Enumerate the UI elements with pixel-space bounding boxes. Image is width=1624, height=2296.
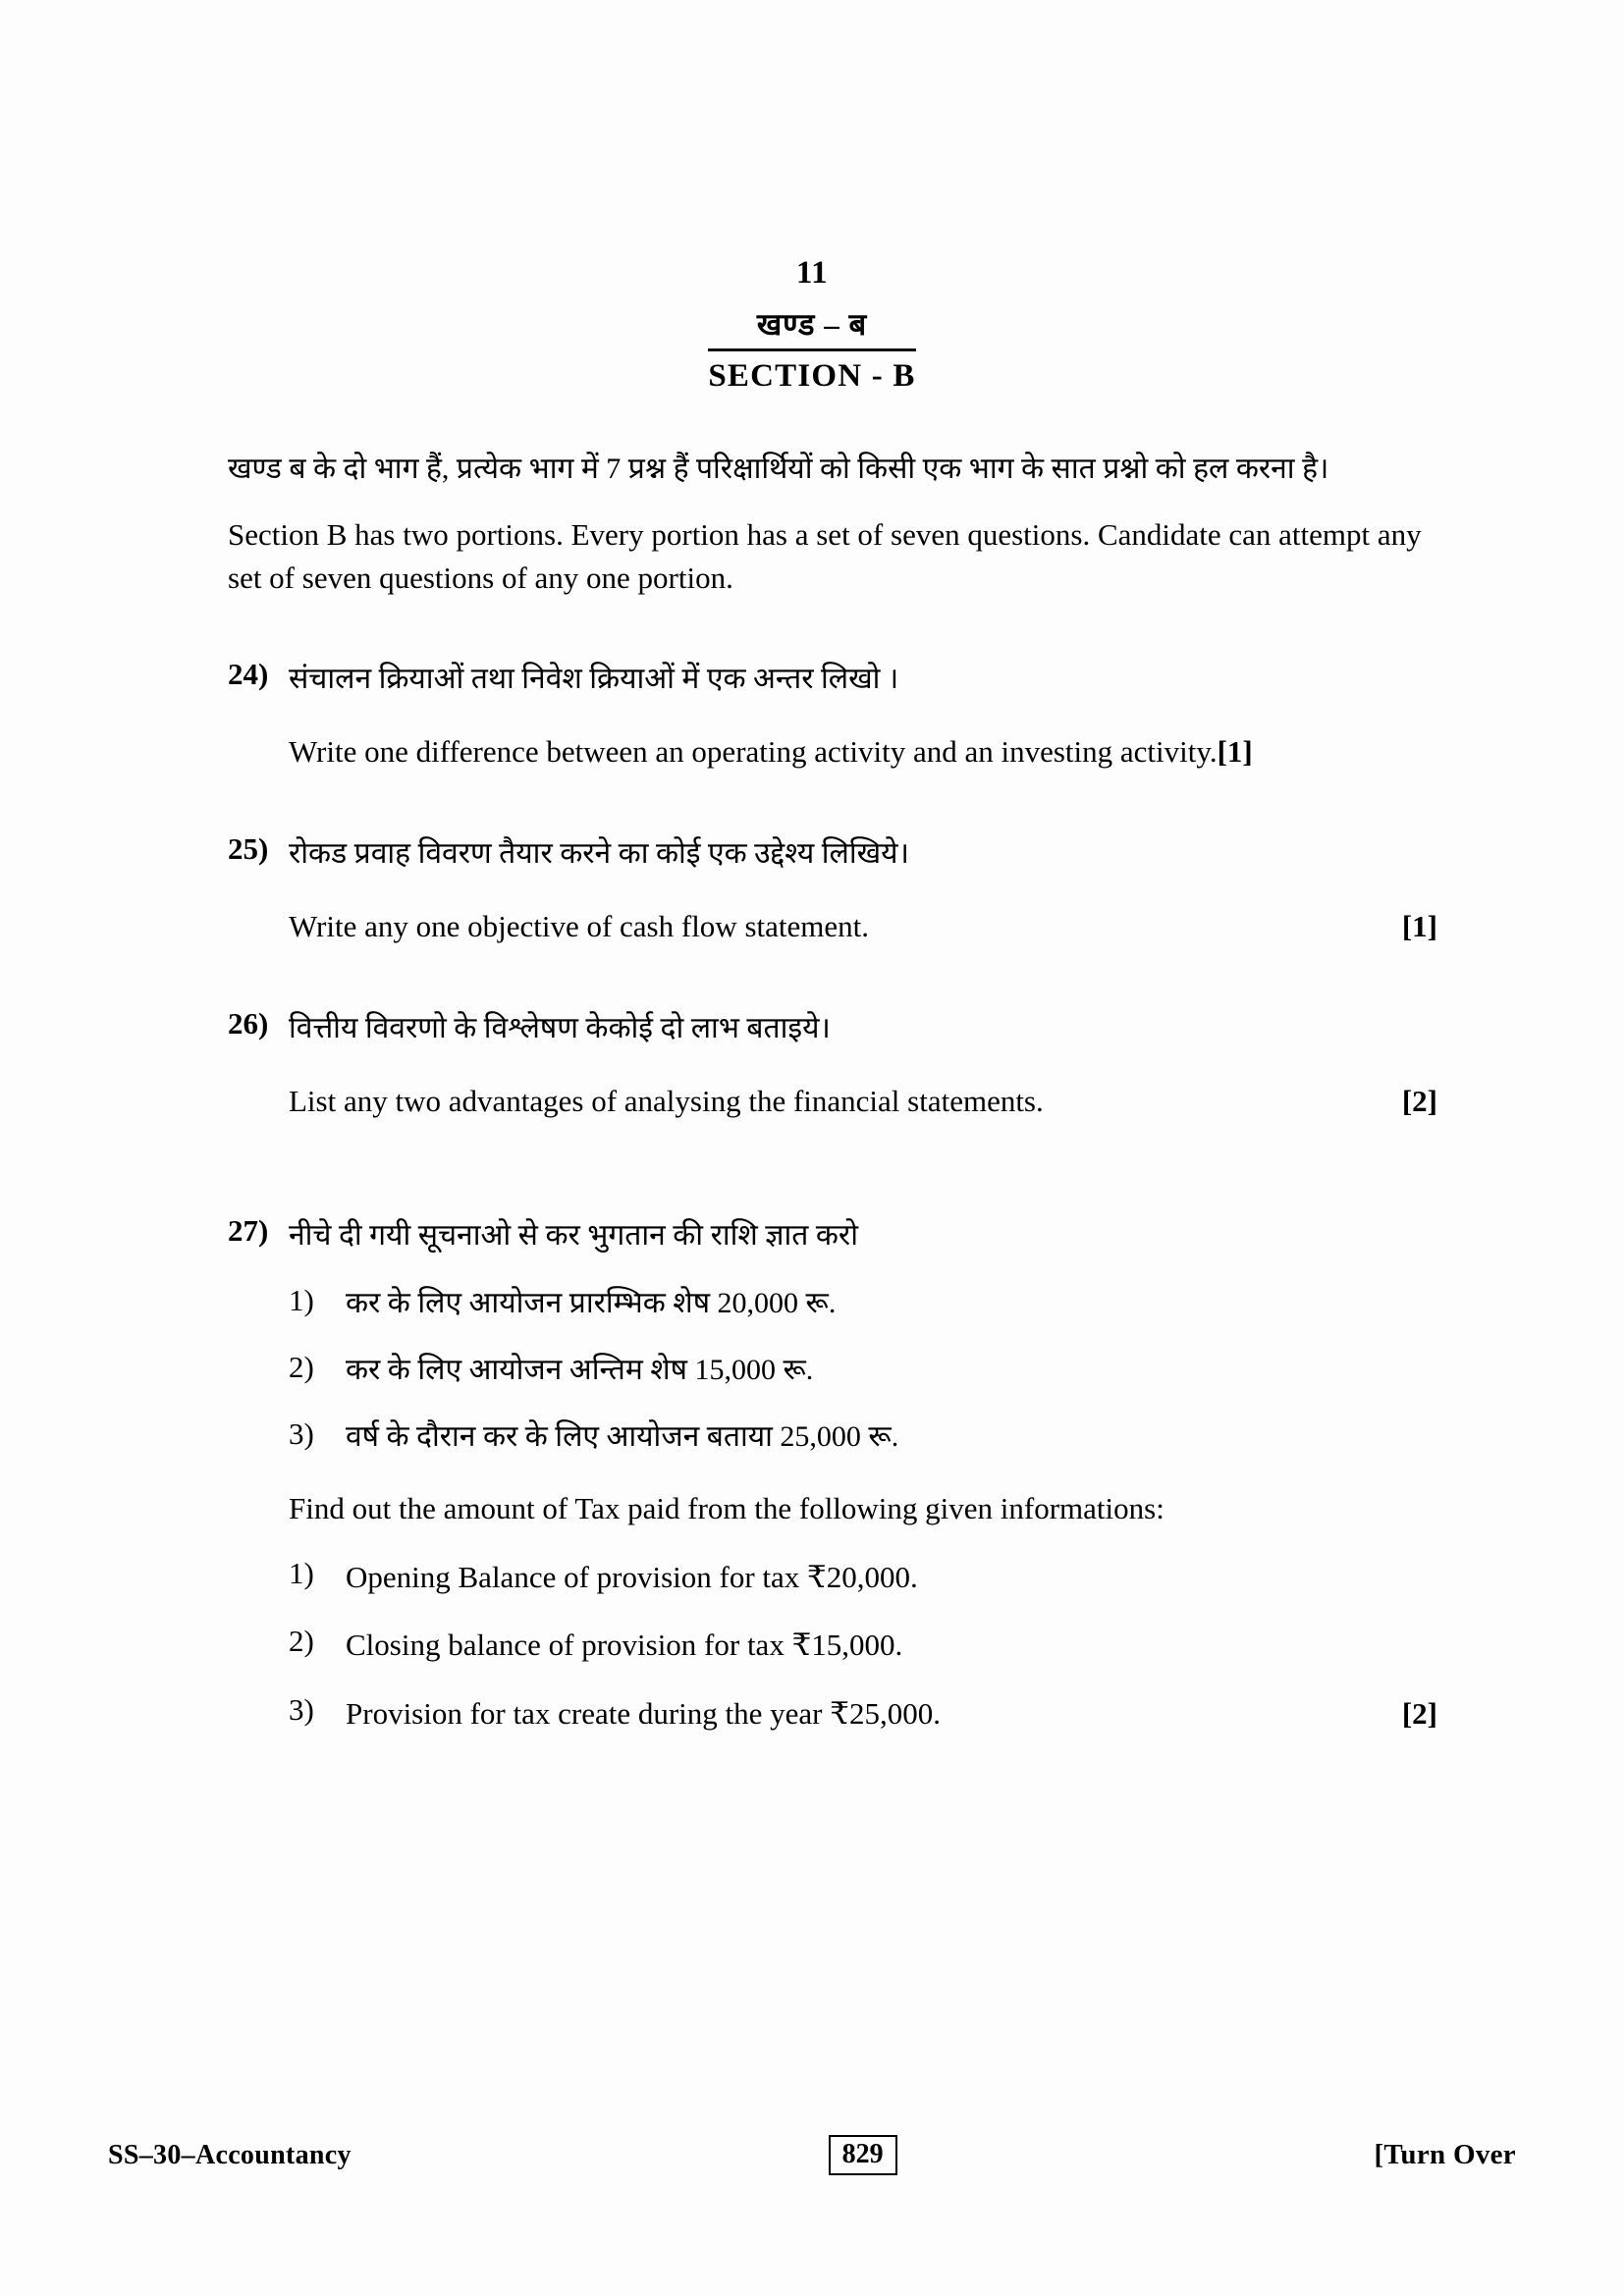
question-27-hindi-item-1-text: कर के लिए आयोजन प्रारम्भिक शेष 20,000 रू. [346,1287,837,1320]
footer-code-box: 829 [829,2135,897,2175]
question-24-hindi-row [228,657,1437,701]
question-27-hindi-item-1 [228,1283,1437,1324]
question-25-marks: [1] [1401,908,1437,943]
page-number: 11 [795,255,829,291]
question-27-hindi-item-2-number: 2) [289,1350,314,1385]
question-24-number: 24) [228,656,269,691]
question-27-english-item-2 [228,1624,1437,1666]
question-26-english-text: List any two advantages of analysing the financial statements. [289,1083,1044,1118]
question-27-hindi-item-3 [228,1416,1437,1458]
question-27-english-item-2-text: Closing balance of provision for tax ₹15,000. [346,1628,903,1663]
question-27-hindi-item-3-text: वर्ष के दौरान कर के लिए आयोजन बताया 25,000 रू. [346,1420,899,1454]
page-content [228,447,1437,1735]
footer-paper-code: SS–30–Accountancy [108,2139,352,2170]
question-26-hindi-text: वित्तीय विवरणो के विश्लेषण केकोई दो लाभ बताइये। [289,1011,831,1044]
question-26-number: 26) [228,1005,269,1041]
question-25-english-text: Write any one objective of cash flow statement. [289,908,869,943]
question-27-hindi-item-2 [228,1350,1437,1391]
page-footer [108,2135,1516,2175]
question-24-english-row [228,730,1437,774]
question-25-hindi-row [228,831,1437,876]
question-27-english-item-1-number: 1) [289,1555,314,1590]
page-header [0,257,1624,395]
question-24-hindi-text: संचालन क्रियाओं तथा निवेश क्रियाओं में एक अन्तर लिखो । [289,662,899,695]
question-26-english-row [228,1080,1437,1124]
instructions-english: Section B has two portions. Every portion has a set of seven questions. Candidate can attempt any set of seven questions of any one portion. [228,516,1422,595]
question-24 [228,657,1437,774]
question-26 [228,1006,1437,1124]
instructions-hindi: खण्ड ब के दो भाग हैं, प्रत्येक भाग में 7 प्रश्न हैं परिक्षार्थियों को किसी एक भाग के सात प्रश्नो को हल करना है। [228,453,1329,485]
question-24-marks: [1] [1217,733,1253,769]
question-27-hindi-item-3-number: 3) [289,1416,314,1452]
question-27-english-item-2-number: 2) [289,1624,314,1659]
question-27-english-item-3-number: 3) [289,1691,314,1727]
question-27-marks: [2] [1401,1695,1437,1731]
question-27-english-item-3-text: Provision for tax create during the year ₹25,000. [346,1695,941,1731]
question-27-english-prompt: Find out the amount of Tax paid from the following given informations: [289,1491,1164,1526]
question-27-hindi-prompt: नीचे दी गयी सूचनाओ से कर भुगतान की राशि ज्ञात करो [289,1219,858,1253]
question-27 [228,1213,1437,1735]
question-27-hindi-row [228,1213,1437,1257]
question-27-hindi-item-2-text: कर के लिए आयोजन अन्तिम शेष 15,000 रू. [346,1354,814,1387]
question-27-hindi-item-1-number: 1) [289,1283,314,1318]
question-26-marks: [2] [1401,1083,1437,1118]
question-25-number: 25) [228,830,269,866]
question-27-english-item-3 [228,1692,1437,1735]
footer-turn-over: [Turn Over [1374,2139,1516,2171]
question-25-hindi-text: रोकड प्रवाह विवरण तैयार करने का कोई एक उद्देश्य लिखिये। [289,836,909,870]
question-25-english-row [228,905,1437,949]
section-heading-group [708,303,915,395]
question-27-english-item-1-text: Opening Balance of provision for tax ₹20,000. [346,1559,918,1594]
section-heading-hindi: खण्ड – ब [708,303,915,351]
question-26-hindi-row [228,1006,1437,1050]
question-24-english-text: Write one difference between an operating activity and an investing activity. [289,733,1218,769]
question-25 [228,831,1437,949]
question-27-number: 27) [228,1213,269,1249]
question-27-english-item-1 [228,1556,1437,1598]
section-heading-english: SECTION - B [708,358,916,394]
